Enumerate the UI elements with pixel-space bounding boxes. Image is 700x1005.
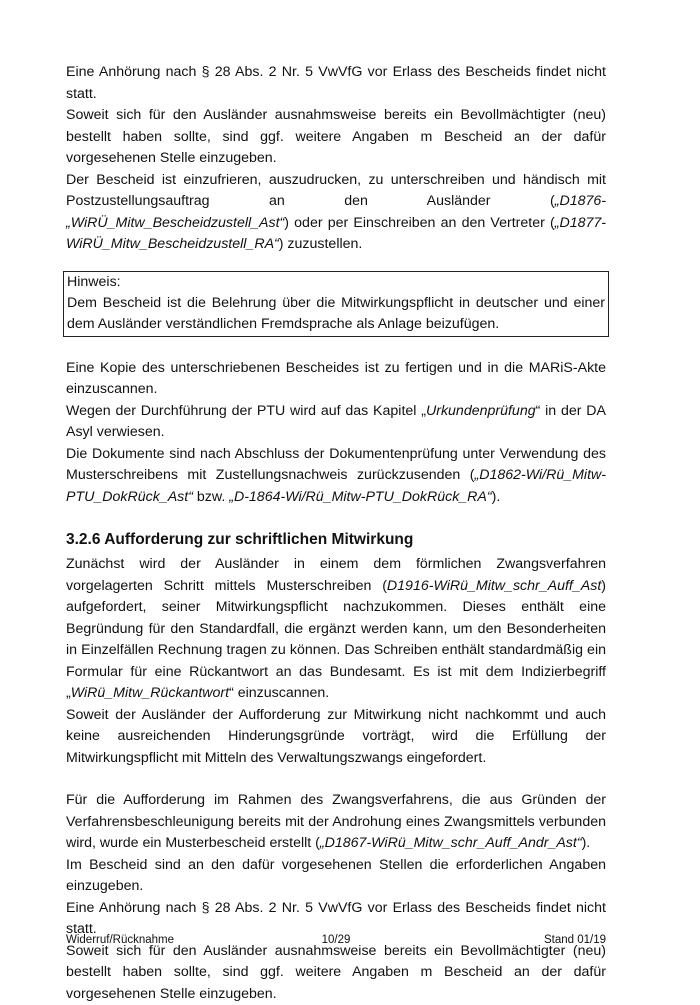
notice-box xyxy=(63,271,609,337)
page-number: 10/29 xyxy=(66,934,606,946)
template-ref: „D1862-Wi/Rü_Mitw-PTU_DokRück_Ast“ xyxy=(66,467,606,505)
index-term: WiRü_Mitw_Rückantwort xyxy=(71,685,229,701)
template-ref: D1916-WiRü_Mitw_schr_Auff_Ast xyxy=(387,578,601,594)
section-heading: 3.2.6 Aufforderung zur schriftlichen Mitwirkung xyxy=(66,529,606,551)
document-page xyxy=(66,62,606,1005)
paragraph-documents-return: Die Dokumente sind nach Abschluss der Dokumentenprüfung unter Verwendung des Musterschreibens mit Zustellungsnachweis zurückzusenden („D1862-Wi/Rü_Mitw-PTU_DokRück_Ast“ bzw. „D-1864-Wi/Rü_Mitw-PTU_DokRück_RA“). xyxy=(66,444,606,509)
footer-version: Stand 01/19 xyxy=(544,934,606,946)
paragraph-hearing: Eine Anhörung nach § 28 Abs. 2 Nr. 5 VwVfG vor Erlass des Bescheids findet nicht statt. xyxy=(66,62,606,105)
paragraph-copy: Eine Kopie des unterschriebenen Bescheides ist zu fertigen und in die MARiS-Akte einzuscannen. xyxy=(66,358,606,401)
paragraph-details: Im Bescheid sind an den dafür vorgesehenen Stellen die erforderlichen Angaben einzugeben. xyxy=(66,855,606,898)
paragraph-enforcement: Soweit der Ausländer der Aufforderung zur Mitwirkung nicht nachkommt und auch keine ausreichenden Hinderungsgründe vorträgt, wird die Erfüllung der Mitwirkungspflicht mit Mitteln des Verwaltungszwangs eingefordert. xyxy=(66,705,606,770)
notice-text: Dem Bescheid ist die Belehrung über die Mitwirkungspflicht in deutscher und einer dem Ausländer verständlichen Fremdsprache als Anlage beizufügen. xyxy=(67,293,605,335)
paragraph-representative: Soweit sich für den Ausländer ausnahmsweise bereits ein Bevollmächtigter (neu) bestellt haben sollte, sind ggf. weitere Angaben m Bescheid an der dafür vorgesehenen Stelle einzugeben. xyxy=(66,105,606,170)
template-ref: „D1867-WiRü_Mitw_schr_Auff_Andr_Ast“ xyxy=(320,835,582,851)
template-ref: „D1877-WiRÜ_Mitw_Bescheidzustell_RA“ xyxy=(66,215,606,253)
footer-title: Widerruf/Rücknahme xyxy=(66,934,174,946)
paragraph-coercion: Für die Aufforderung im Rahmen des Zwangsverfahrens, die aus Gründen der Verfahrensbeschleunigung bereits mit der Androhung eines Zwangsmittels verbunden wird, wurde ein Musterbescheid erstellt („D1867-WiRü_Mitw_schr_Auff_Andr_Ast“). xyxy=(66,790,606,855)
page-footer xyxy=(66,934,606,952)
chapter-ref: Urkundenprüfung xyxy=(426,403,536,419)
paragraph-ptu: Wegen der Durchführung der PTU wird auf das Kapitel „Urkundenprüfung“ in der DA Asyl verwiesen. xyxy=(66,401,606,444)
paragraph-request: Zunächst wird der Ausländer in einem dem förmlichen Zwangsverfahren vorgelagerten Schritt mittels Musterschreiben (D1916-WiRü_Mitw_schr_Auff_Ast) aufgefordert, seiner Mitwirkungspflicht nachzukommen. Dieses enthält eine Begründung für den Standardfall, die ergänzt werden kann, um den Besonderheiten in Einzelfällen Rechnung tragen zu können. Das Schreiben enthält standardmäßig ein Formular für eine Rückantwort an das Bundesamt. Es ist mit dem Indizierbegriff „WiRü_Mitw_Rückantwort“ einzuscannen. xyxy=(66,554,606,705)
template-ref: „D1876-„WiRÜ_Mitw_Bescheidzustell_Ast“ xyxy=(66,193,606,231)
paragraph-delivery: Der Bescheid ist einzufrieren, auszudrucken, zu unterschreiben und händisch mit Postzustellungsauftrag an den Ausländer („D1876-„WiRÜ_Mitw_Bescheidzustell_Ast“) oder per Einschreiben an den Vertreter („D1877-WiRÜ_Mitw_Bescheidzustell_RA“) zuzustellen. xyxy=(66,170,606,256)
paragraph-hearing-2: Eine Anhörung nach § 28 Abs. 2 Nr. 5 VwVfG vor Erlass des Bescheids findet nicht statt. xyxy=(66,898,606,941)
template-ref: „D-1864-Wi/Rü_Mitw-PTU_DokRück_RA“ xyxy=(229,489,491,505)
notice-title: Hinweis: xyxy=(67,272,605,293)
paragraph-representative-2: Soweit sich für den Ausländer ausnahmsweise bereits ein Bevollmächtigter (neu) bestellt haben sollte, sind ggf. weitere Angaben m Bescheid an der dafür vorgesehenen Stelle einzugeben. xyxy=(66,941,606,1005)
